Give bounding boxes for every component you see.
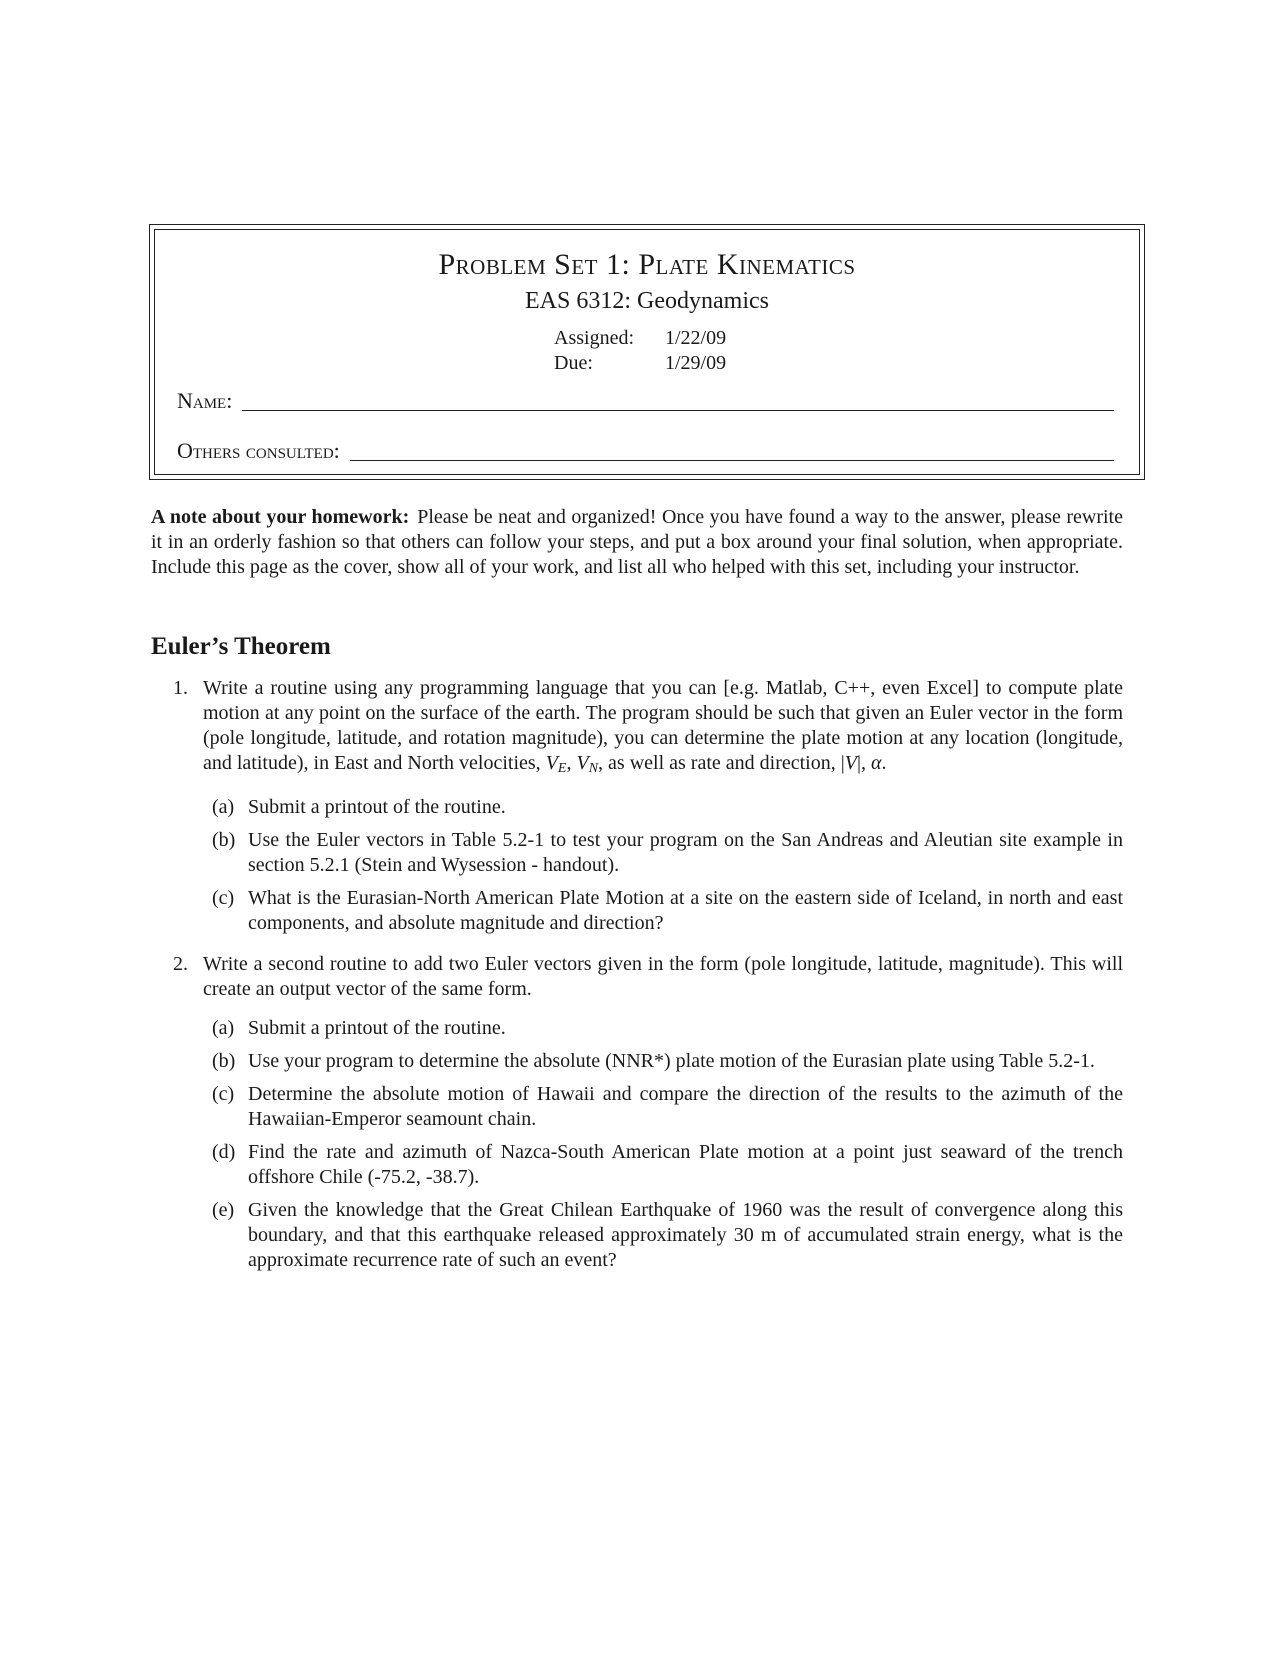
subpart-item bbox=[203, 795, 1123, 820]
problem-1 bbox=[151, 676, 1123, 936]
subpart-item bbox=[203, 828, 1123, 878]
name-line[interactable] bbox=[242, 388, 1114, 411]
var-v-north: V bbox=[576, 752, 589, 774]
subscript-e: E bbox=[557, 761, 567, 776]
due-row bbox=[554, 351, 726, 376]
var-v-east: V bbox=[545, 752, 558, 774]
subpart-text: What is the Eurasian-North American Plate Motion at a site on the eastern side of Iceland, in north and east components, and absolute magnitude and direction? bbox=[248, 887, 1123, 934]
subpart-item bbox=[203, 1198, 1123, 1273]
subpart-item bbox=[203, 886, 1123, 936]
page-title: Problem Set 1: Plate Kinematics bbox=[438, 248, 856, 281]
alpha-symbol: α bbox=[870, 752, 882, 774]
problem-list bbox=[151, 676, 1123, 1289]
problem-text bbox=[203, 676, 1123, 781]
header-inner-frame bbox=[154, 229, 1140, 475]
assigned-row bbox=[554, 326, 726, 351]
name-field-row bbox=[177, 388, 1114, 414]
homework-note bbox=[151, 505, 1123, 580]
subpart-label: (d) bbox=[212, 1141, 236, 1163]
course-name: EAS 6312: Geodynamics bbox=[525, 288, 769, 314]
subpart-label: (a) bbox=[212, 1017, 235, 1039]
subpart-item bbox=[203, 1049, 1123, 1074]
var-v-abs: V bbox=[844, 752, 857, 774]
header-box bbox=[149, 224, 1145, 480]
others-line[interactable] bbox=[350, 438, 1114, 461]
others-label: Others consulted: bbox=[177, 438, 340, 463]
problem-number: 1. bbox=[173, 677, 188, 699]
dates-table bbox=[554, 326, 726, 376]
assigned-label: Assigned: bbox=[554, 327, 634, 349]
subscript-n: N bbox=[588, 761, 599, 776]
subpart-label: (a) bbox=[212, 796, 235, 818]
subpart-label: (c) bbox=[212, 887, 235, 909]
problem-1-text-b: , as well as rate and direction, | bbox=[598, 752, 845, 774]
due-label: Due: bbox=[554, 352, 593, 374]
separator: , bbox=[566, 752, 577, 774]
others-field-row bbox=[177, 438, 1114, 464]
subpart-item bbox=[203, 1016, 1123, 1041]
subpart-text: Find the rate and azimuth of Nazca-South American Plate motion at a point just seaward of the trench offshore Chile (-75.2, -38.7). bbox=[248, 1141, 1123, 1188]
subpart-text: Submit a printout of the routine. bbox=[248, 796, 506, 818]
problem-1-text-a: Write a routine using any programming language that you can [e.g. Matlab, C++, even Excel] to compute plate motion at any point on the surface of the earth. The program should be such that given an Euler vector in the form (pole longitude, latitude, and rotation magnitude), you can determine the plate motion at any location (longitude, and latitude), in East and North velocities, bbox=[203, 677, 1123, 774]
subpart-label: (c) bbox=[212, 1083, 235, 1105]
problem-2 bbox=[151, 952, 1123, 1273]
name-label: Name: bbox=[177, 388, 233, 413]
note-text: Please be neat and organized! Once you have found a way to the answer, please rewrite it in an orderly fashion so that others can follow your steps, and put a box around your final solution, when appropriate. Include this page as the cover, show all of your work, and list all who helped with this set, including your instructor. bbox=[151, 506, 1123, 578]
subpart-label: (e) bbox=[212, 1199, 235, 1221]
problem-text: Write a second routine to add two Euler vectors given in the form (pole longitude, latitude, magnitude). This will create an output vector of the same form. bbox=[203, 953, 1123, 1000]
assigned-date: 1/22/09 bbox=[665, 327, 727, 349]
subpart-list bbox=[203, 795, 1123, 936]
problem-1-text-d: . bbox=[881, 752, 887, 774]
subpart-item bbox=[203, 1140, 1123, 1190]
subpart-text: Given the knowledge that the Great Chilean Earthquake of 1960 was the result of convergence along this boundary, and that this earthquake released approximately 30 m of accumulated strain energy, what is the approximate recurrence rate of such an event? bbox=[248, 1199, 1123, 1271]
due-date: 1/29/09 bbox=[665, 352, 727, 374]
subpart-label: (b) bbox=[212, 1050, 236, 1072]
section-title: Euler’s Theorem bbox=[151, 633, 331, 660]
subpart-text: Use the Euler vectors in Table 5.2-1 to test your program on the San Andreas and Aleutian site example in section 5.2.1 (Stein and Wysession - handout). bbox=[248, 829, 1123, 876]
subpart-list bbox=[203, 1016, 1123, 1273]
subpart-item bbox=[203, 1082, 1123, 1132]
problem-1-text-c: |, bbox=[856, 752, 871, 774]
problem-number: 2. bbox=[173, 953, 188, 975]
note-lead: A note about your homework: bbox=[151, 506, 410, 528]
subpart-text: Submit a printout of the routine. bbox=[248, 1017, 506, 1039]
subpart-text: Use your program to determine the absolute (NNR*) plate motion of the Eurasian plate using Table 5.2-1. bbox=[248, 1050, 1095, 1072]
subpart-label: (b) bbox=[212, 829, 236, 851]
subpart-text: Determine the absolute motion of Hawaii and compare the direction of the results to the azimuth of the Hawaiian-Emperor seamount chain. bbox=[248, 1083, 1123, 1130]
